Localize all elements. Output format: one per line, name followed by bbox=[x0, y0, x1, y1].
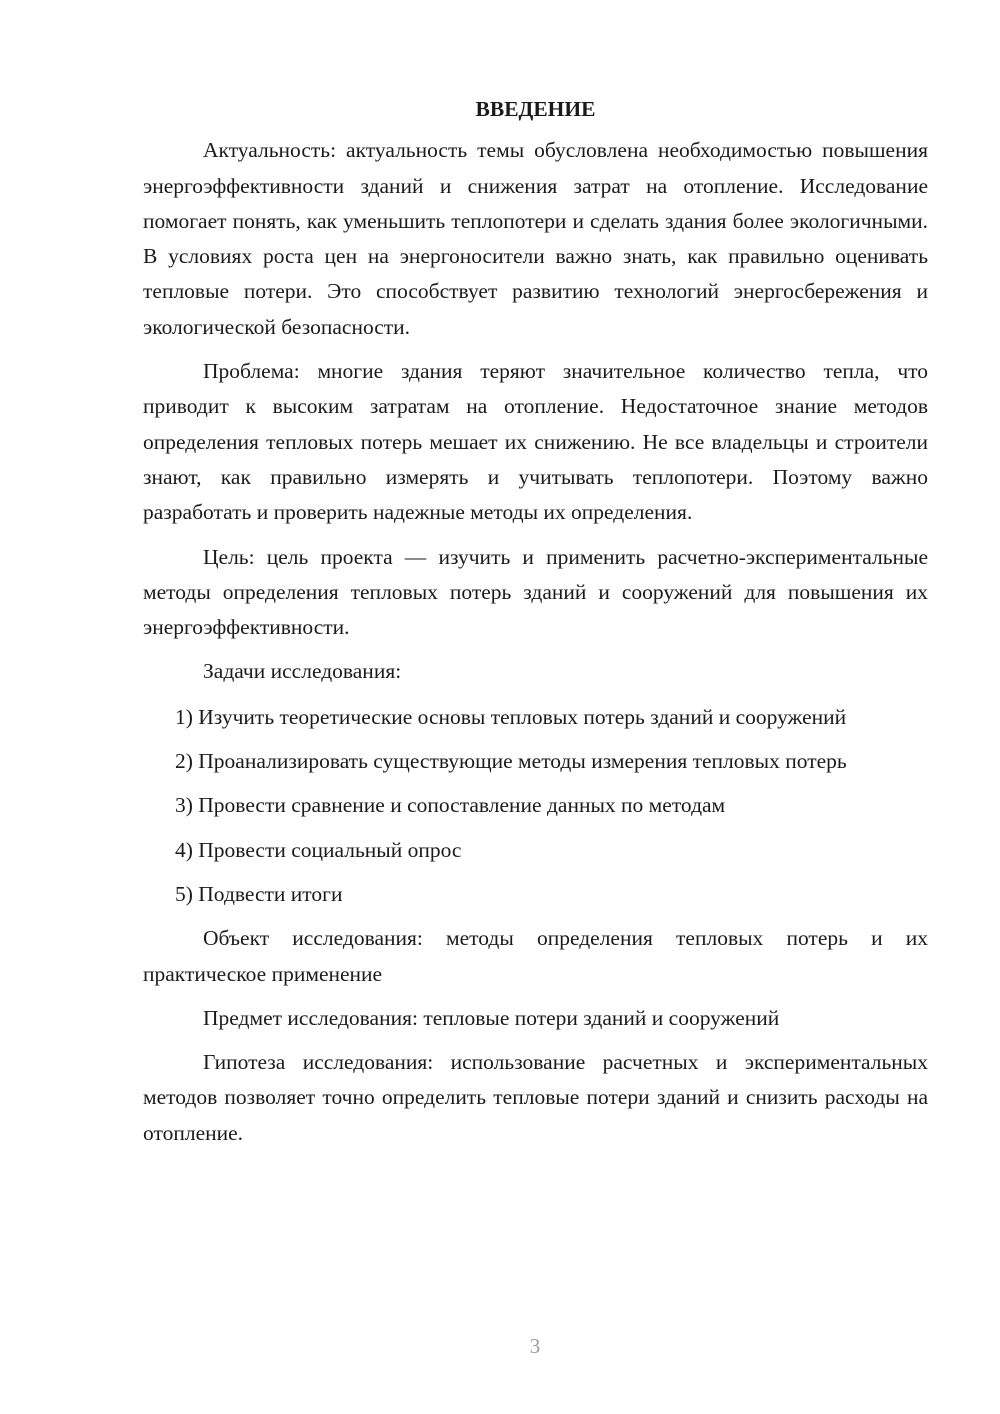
hypothesis-paragraph: Гипотеза исследования: использование расчетных и экспериментальных методов позволяет точно определить тепловые потери зданий и снизить расходы на отопление. bbox=[143, 1050, 928, 1145]
goal-paragraph: Цель: цель проекта — изучить и применить расчетно-экспериментальные методы определения тепловых потерь зданий и сооружений для повышения их энергоэффективности. bbox=[143, 544, 928, 640]
subject-paragraph: Предмет исследования: тепловые потери зданий и сооружений bbox=[203, 1005, 780, 1030]
task-item: 4) Провести социальный опрос bbox=[175, 837, 462, 862]
task-item: 1) Изучить теоретические основы тепловых потерь зданий и сооружений bbox=[175, 704, 847, 729]
object-paragraph: Объект исследования: методы определения тепловых потерь и их практическое применение bbox=[143, 926, 928, 986]
relevance-paragraph: Актуальность: актуальность темы обусловлена необходимостью повышения энергоэффективности зданий и снижения затрат на отопление. Исследование помогает понять, как уменьшить теплопотери и сделать здания более экологичными. В условиях роста цен на энергоносители важно знать, как правильно оценивать тепловые потери. Это способствует развитию технологий энергосбережения и экологической безопасности. bbox=[143, 138, 928, 339]
tasks-heading: Задачи исследования: bbox=[203, 659, 402, 684]
problem-paragraph: Проблема: многие здания теряют значительное количество тепла, что приводит к высоким затратам на отопление. Недостаточное знание методов определения тепловых потерь мешает их снижению. Не все владельцы и строители знают, как правильно измерять и учитывать теплопотери. Поэтому важно разработать и проверить надежные методы их определения. bbox=[143, 359, 928, 525]
page-number: 3 bbox=[529, 1334, 541, 1358]
task-item: 5) Подвести итоги bbox=[175, 881, 343, 906]
task-item: 2) Проанализировать существующие методы измерения тепловых потерь bbox=[175, 749, 847, 774]
task-item: 3) Провести сравнение и сопоставление данных по методам bbox=[175, 793, 726, 818]
page-title: ВВЕДЕНИЕ bbox=[475, 97, 596, 121]
document-page bbox=[143, 92, 928, 1160]
